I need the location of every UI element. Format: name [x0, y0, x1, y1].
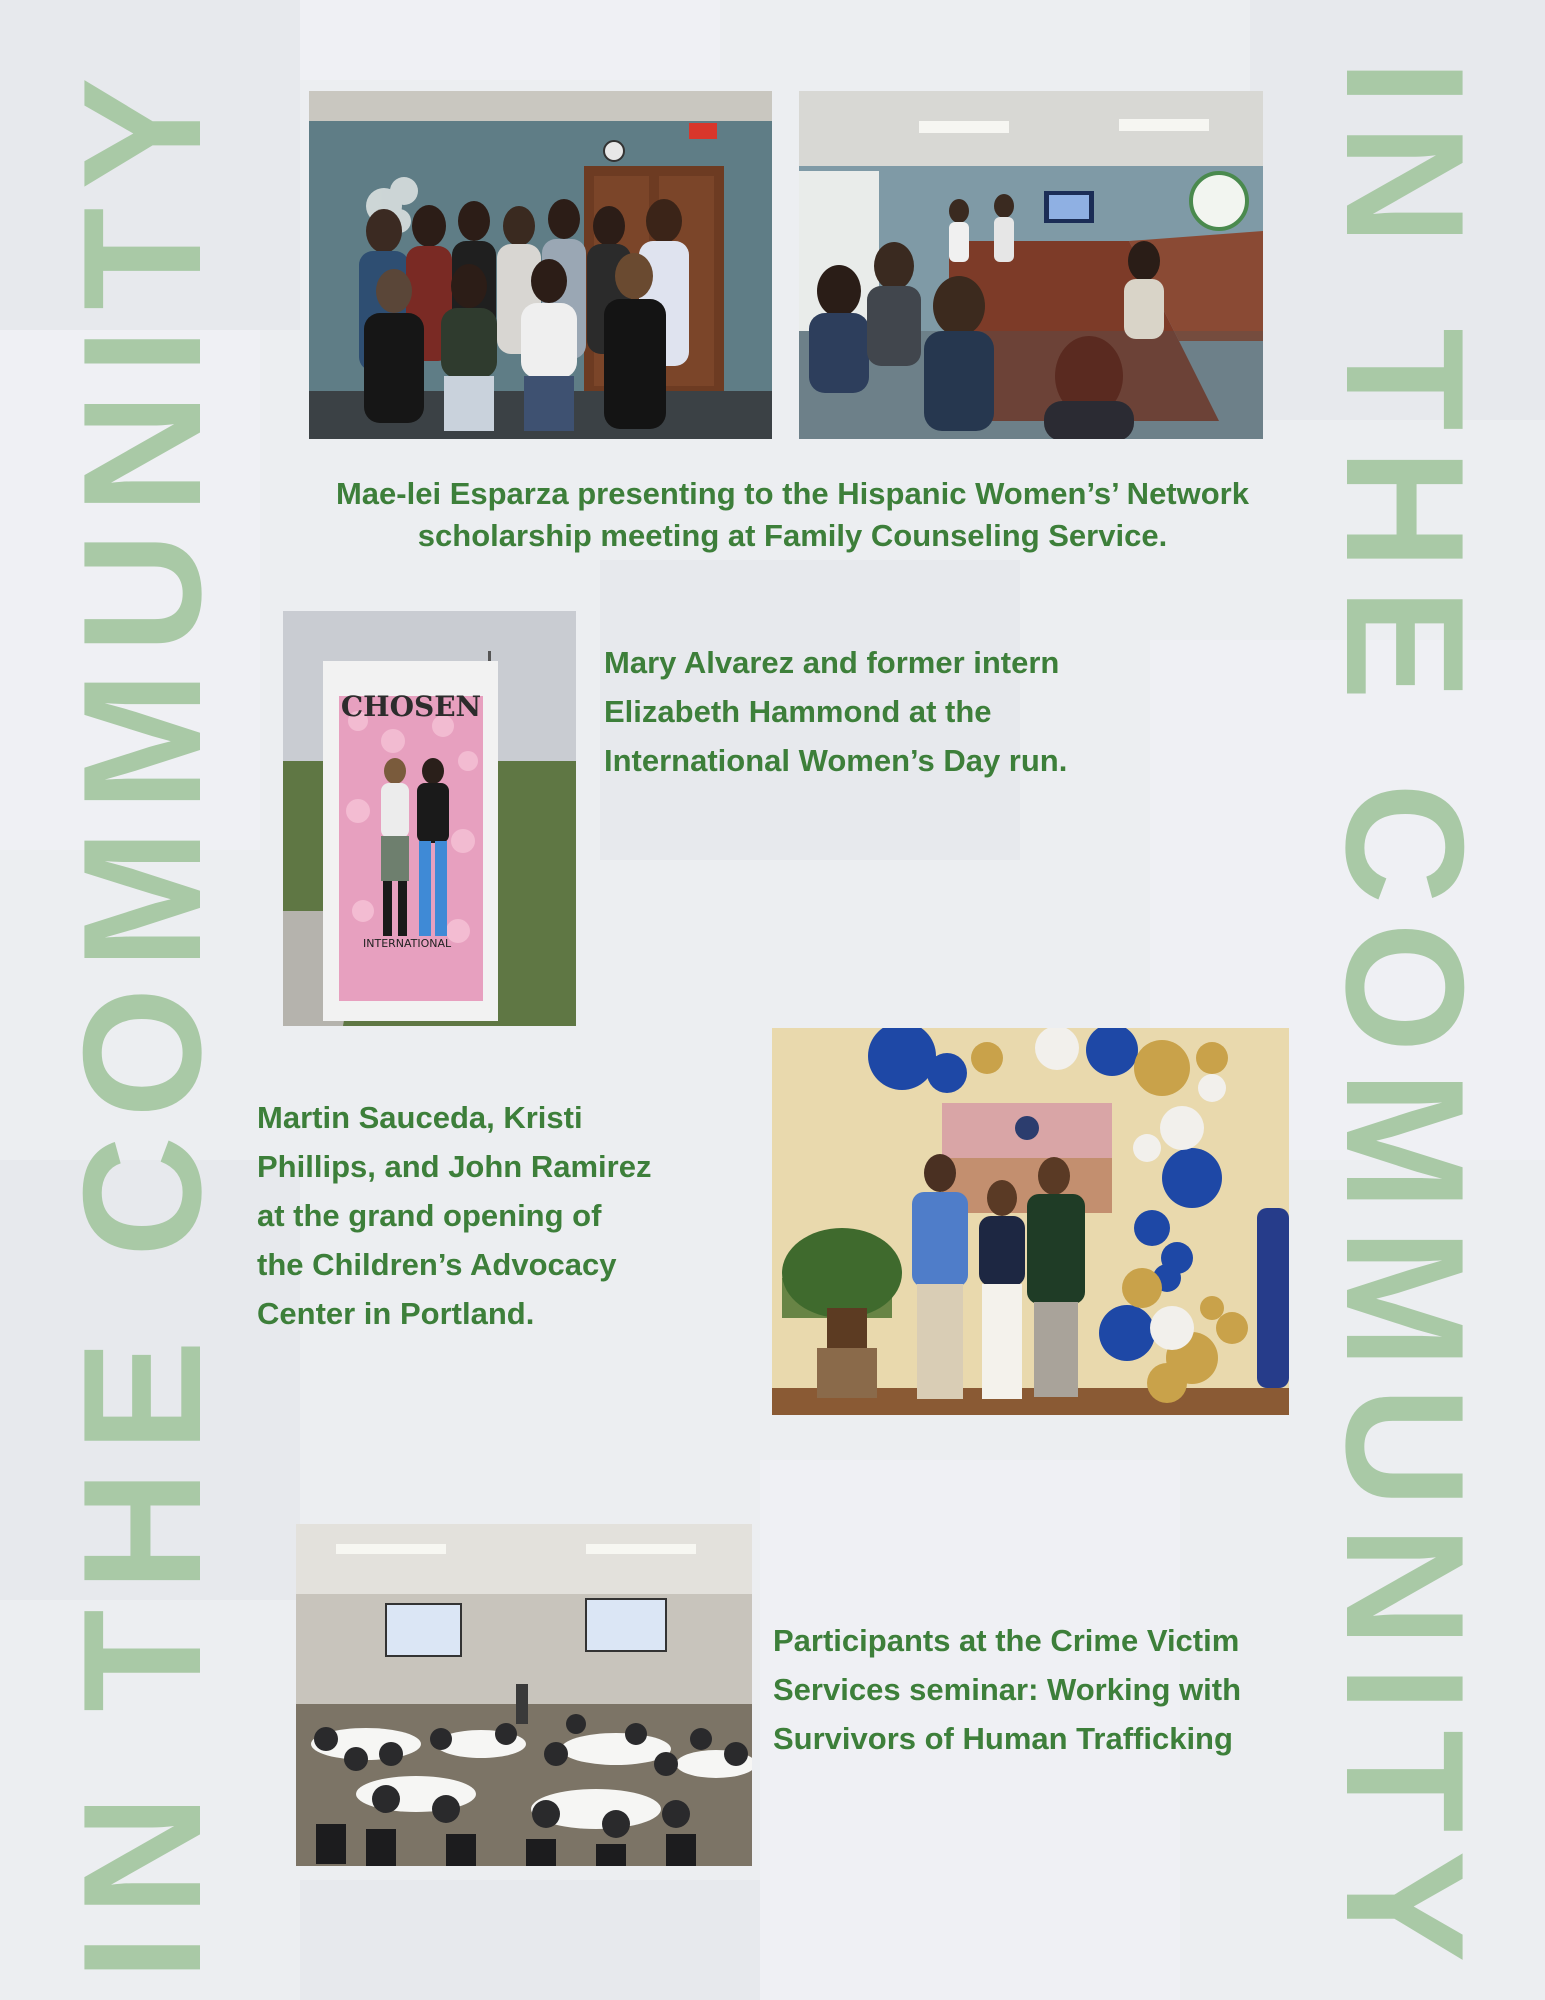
group-photo	[309, 91, 772, 439]
caption-womens-day-run: Mary Alvarez and former intern Elizabeth Hammond at the International Women’s Day run.	[604, 645, 1068, 778]
side-title-right: IN THE COMMUNITY	[1311, 59, 1499, 1981]
background-tile	[300, 1880, 760, 2000]
womens-day-photo	[283, 611, 576, 1026]
seminar-photo	[296, 1524, 752, 1866]
grand-opening-photo	[772, 1028, 1289, 1415]
frame-title: CHOSEN	[340, 690, 482, 723]
caption-hwn-meeting: Mae-lei Esparza presenting to the Hispanic Women’s’ Network scholarship meeting at Family Counseling Service.	[335, 476, 1249, 553]
caption-advocacy-center: Martin Sauceda, Kristi Phillips, and John Ramirez at the grand opening of the Children’s Advocacy Center in Portland.	[257, 1100, 652, 1331]
side-title-left: IN THE COMMUNITY	[48, 59, 236, 1981]
meeting-room-photo	[799, 91, 1263, 439]
caption-seminar: Participants at the Crime Victim Services seminar: Working with Survivors of Human Trafficking	[773, 1623, 1242, 1756]
background-tile	[300, 0, 720, 80]
frame-footer: INTERNATIONAL	[363, 937, 452, 950]
